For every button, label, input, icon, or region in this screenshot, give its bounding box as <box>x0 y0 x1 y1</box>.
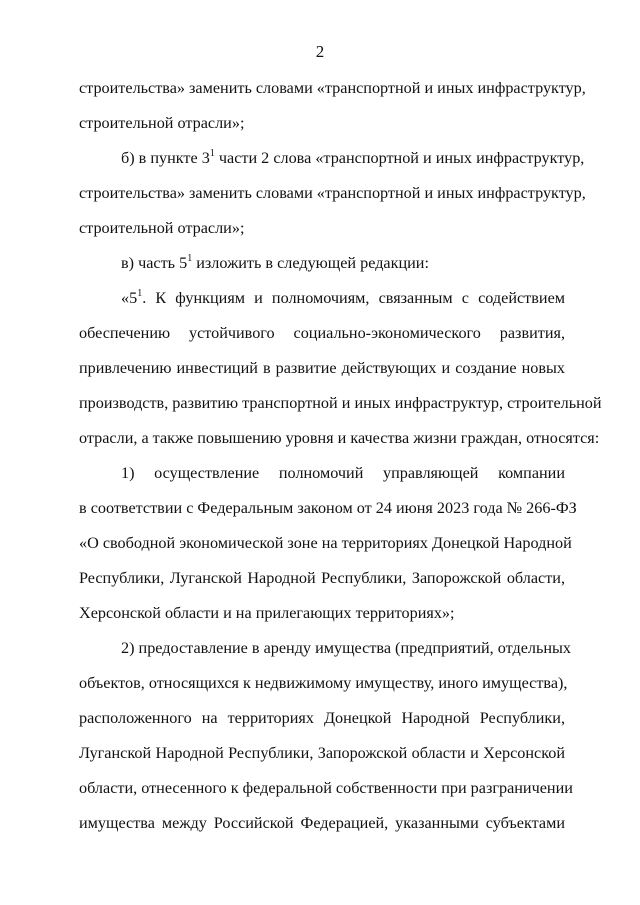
text-line: обеспечению устойчивого социально-экономического развития, <box>79 324 565 342</box>
text-line: Республики, Луганской Народной Республики, Запорожской области, <box>79 569 565 587</box>
text-line: производств, развитию транспортной и иных инфраструктур, строительной <box>79 394 602 412</box>
text-line: Херсонской области и на прилегающих территориях»; <box>79 604 455 622</box>
text-line: «$5^1$. К функциям и полномочиям, связанным с содействием <box>121 288 565 307</box>
text-line: 1) осуществление полномочий управляющей компании <box>121 464 565 482</box>
text-line: 2) предоставление в аренду имущества (предприятий, отдельных <box>121 639 572 657</box>
text-line: области, отнесенного к федеральной собственности при разграничении <box>79 779 573 797</box>
text-line: привлечению инвестиций в развитие действующих и создание новых <box>79 359 565 377</box>
text-line: расположенного на территориях Донецкой Народной Республики, <box>79 709 565 727</box>
text-line: имущества между Российской Федерацией, указанными субъектами <box>79 814 565 832</box>
text-line: отрасли, а также повышению уровня и качества жизни граждан, относятся: <box>79 429 600 447</box>
text-line: строительной отрасли»; <box>79 114 245 132</box>
text-line: «О свободной экономической зоне на территориях Донецкой Народной <box>79 534 572 552</box>
text-line: Луганской Народной Республики, Запорожской области и Херсонской <box>79 744 565 762</box>
text-line: в соответствии с Федеральным законом от 24 июня 2023 года № 266-ФЗ <box>79 499 577 517</box>
text-line: в) часть $5^1$ изложить в следующей редакции: <box>121 253 429 272</box>
text-line: объектов, относящихся к недвижимому имуществу, иного имущества), <box>79 674 568 692</box>
text-line: строительства» заменить словами «транспортной и иных инфраструктур, <box>79 184 586 202</box>
text-line: строительной отрасли»; <box>79 219 245 237</box>
text-line: строительства» заменить словами «транспортной и иных инфраструктур, <box>79 79 586 97</box>
page-number: 2 <box>315 42 325 61</box>
text-line: б) в пункте $3^1$ части 2 слова «транспортной и иных инфраструктур, <box>121 148 585 167</box>
